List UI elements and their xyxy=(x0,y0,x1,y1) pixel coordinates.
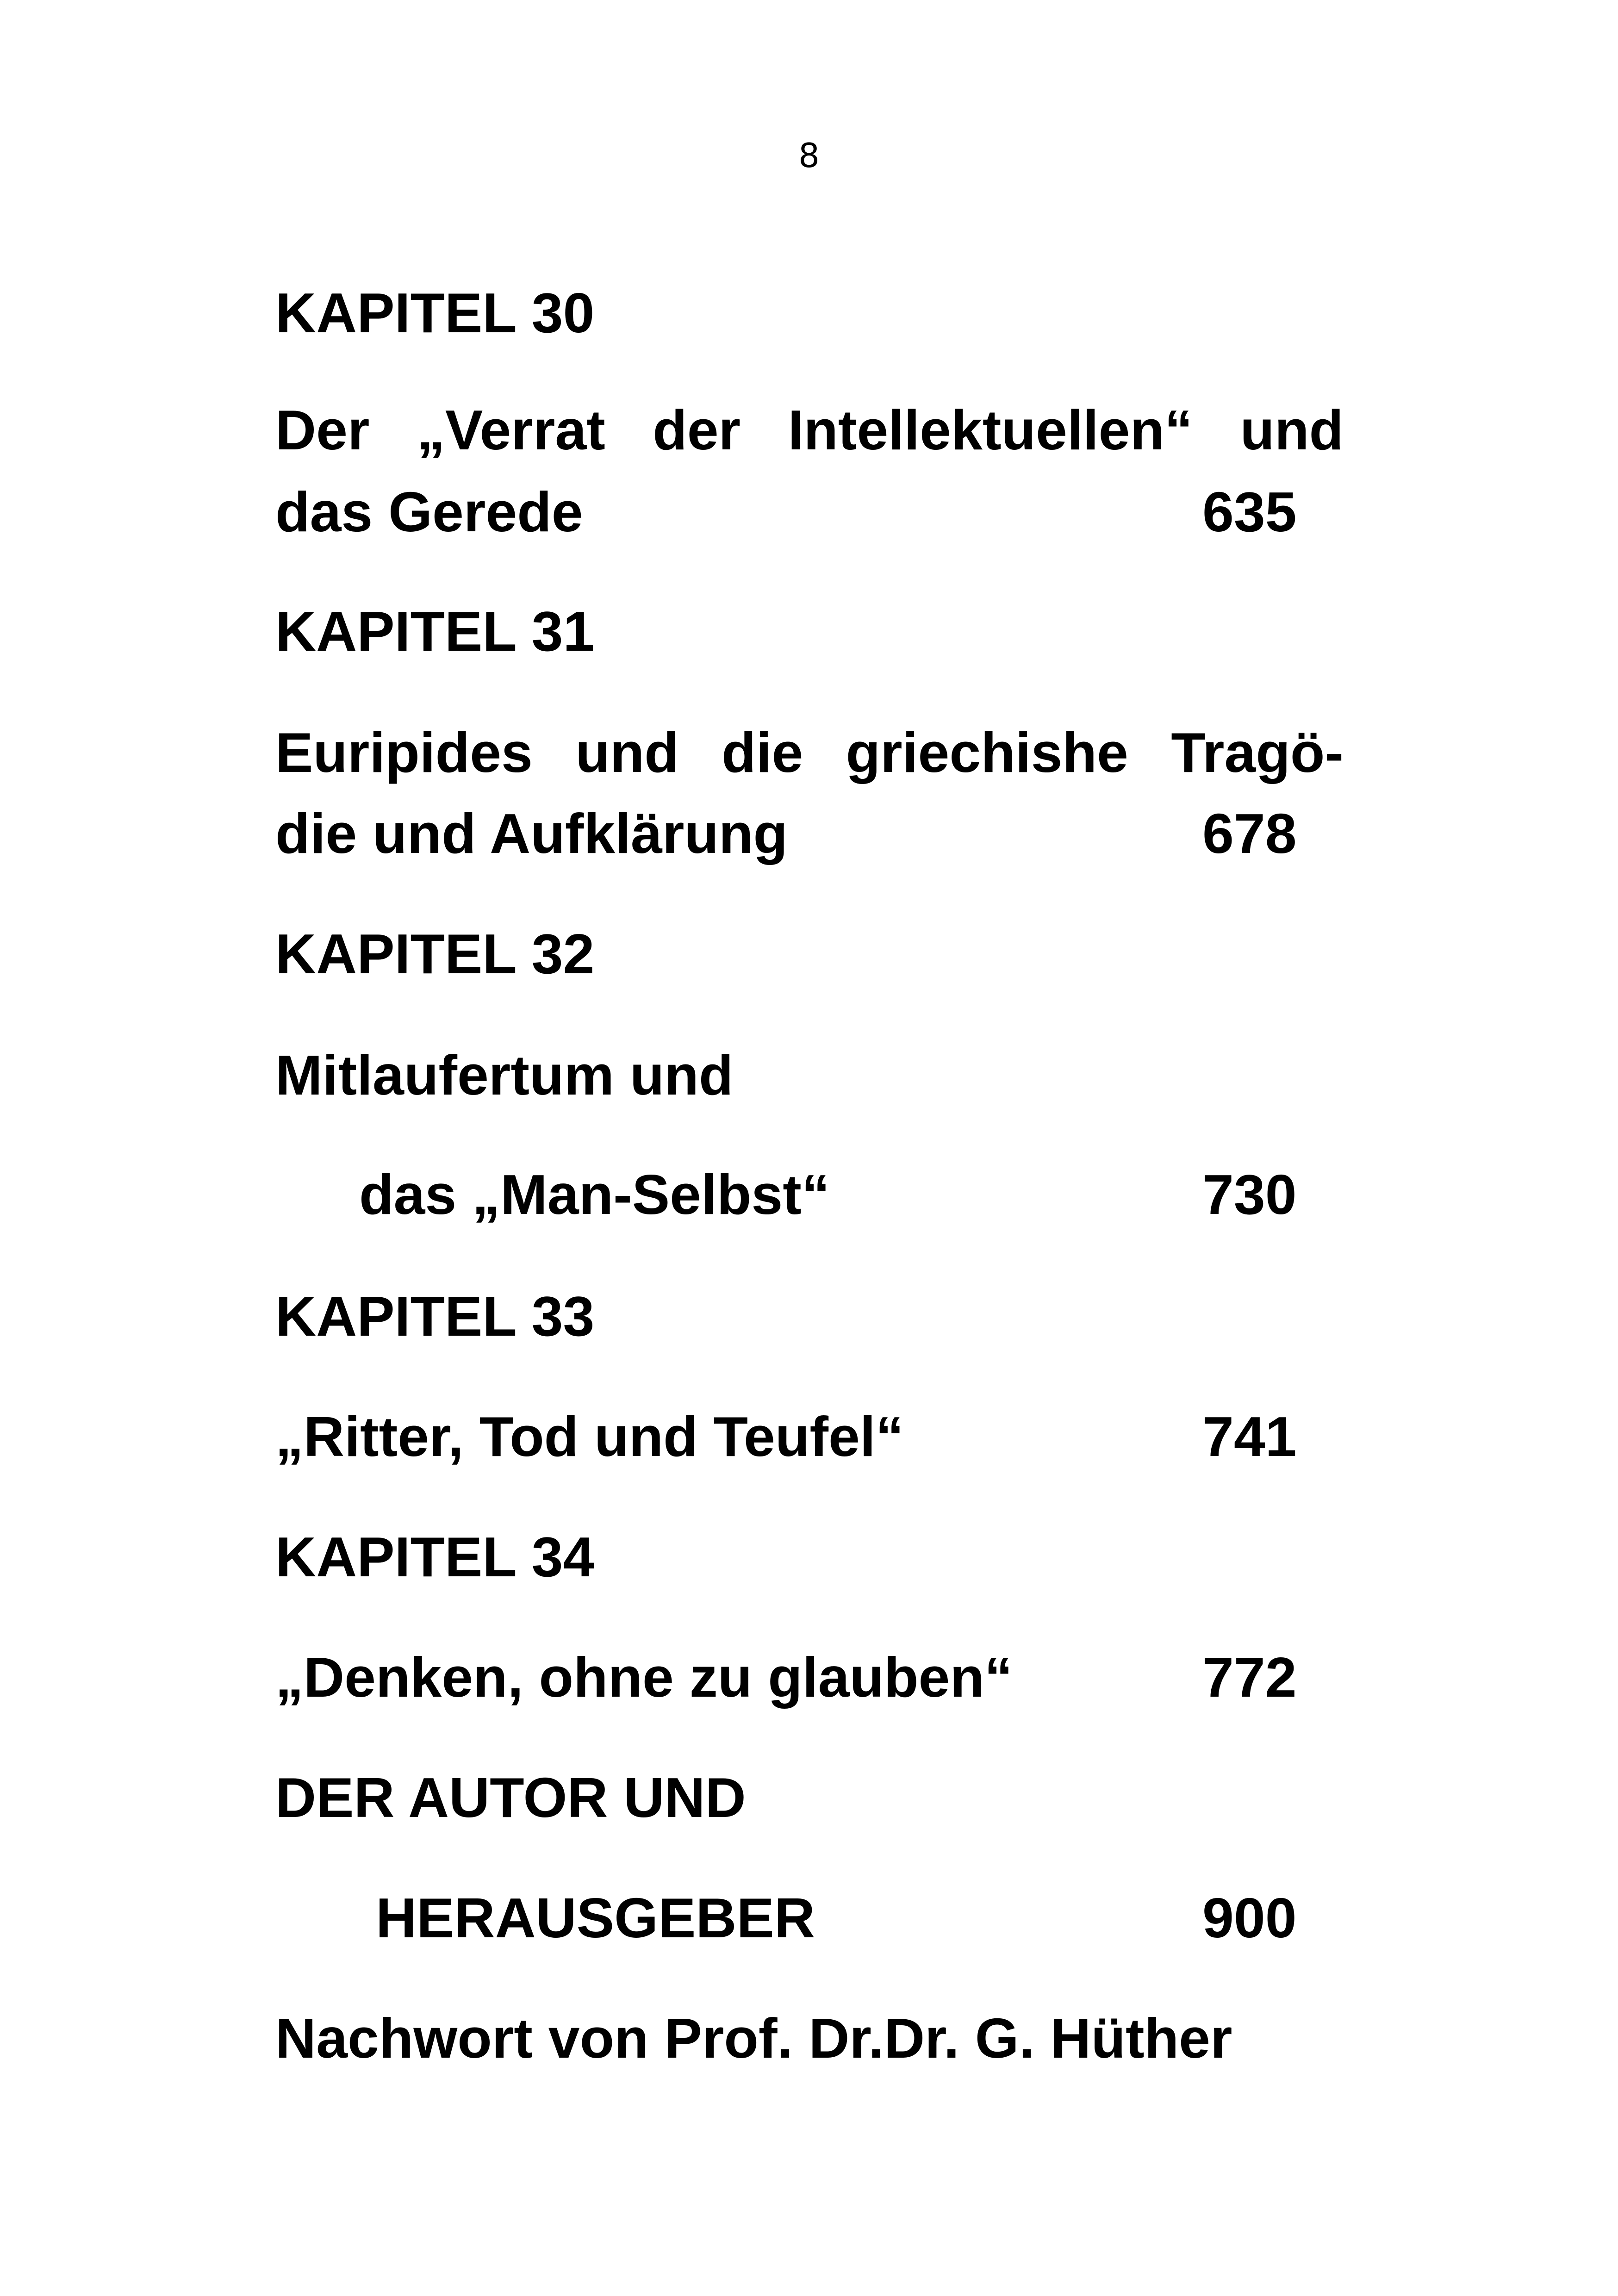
chapter-heading-32: KAPITEL 32 xyxy=(275,922,595,985)
chapter-heading-34: KAPITEL 34 xyxy=(275,1525,595,1588)
afterword-entry: Nachwort von Prof. Dr.Dr. G. Hüther xyxy=(275,2007,1232,2070)
page-ref-32: 730 xyxy=(1202,1163,1297,1226)
author-heading-line2: HERAUSGEBER xyxy=(376,1886,815,1949)
chapter-title-32-line1: Mitlaufertum und xyxy=(275,1044,734,1107)
chapter-title-34: „Denken, ohne zu glauben“ xyxy=(275,1646,1013,1709)
chapter-heading-31: KAPITEL 31 xyxy=(275,600,595,663)
page-number: 8 xyxy=(798,136,820,175)
chapter-title-31-line2: die und Aufklärung xyxy=(275,802,788,865)
page-ref-31: 678 xyxy=(1202,802,1297,865)
page-ref-33: 741 xyxy=(1202,1405,1297,1468)
page-ref-author: 900 xyxy=(1202,1886,1297,1949)
chapter-title-30-line1: Der „Verrat der Intellektuellen“ und xyxy=(275,398,1344,461)
chapter-title-31-line1: Euripides und die griechishe Tragö- xyxy=(275,721,1344,784)
chapter-title-32-line2: das „Man-Selbst“ xyxy=(359,1163,830,1226)
page-ref-30: 635 xyxy=(1202,480,1297,543)
author-heading-line1: DER AUTOR UND xyxy=(275,1766,746,1829)
chapter-heading-33: KAPITEL 33 xyxy=(275,1285,595,1348)
chapter-title-33: „Ritter, Tod und Teufel“ xyxy=(275,1405,904,1468)
chapter-heading-30: KAPITEL 30 xyxy=(275,281,595,344)
page-ref-34: 772 xyxy=(1202,1646,1297,1709)
chapter-title-30-line2: das Gerede xyxy=(275,480,583,543)
